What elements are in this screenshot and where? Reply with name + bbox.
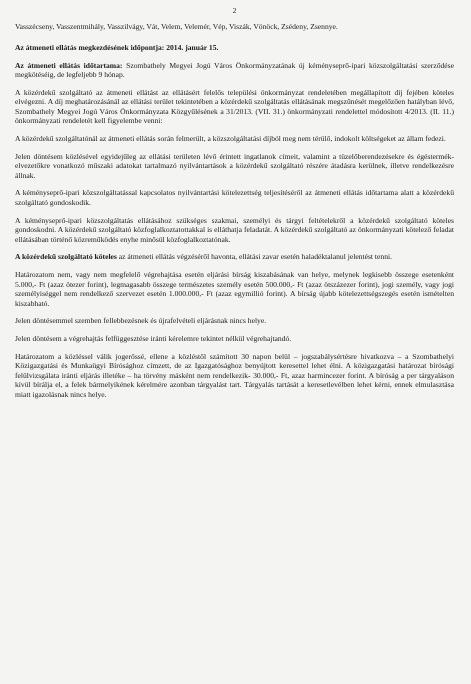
page-number: 2 (232, 6, 237, 15)
reporting-heading: A közérdekű szolgáltató köteles (15, 252, 117, 262)
duration-heading: Az átmeneti ellátás időtartama: (15, 60, 123, 70)
paragraph-conditions (15, 216, 454, 245)
conditions-text: A kéményseprő-ipari közszolgáltatás ellátásához szükséges szakmai, személyi és tárgyi feltételekről a közérdekű szolgáltató köteles gondoskodni. A közérdekű szolgáltató közfoglalkoztatottakkal is elláthatja feladatát. A közérdekű szolgáltató az önkormányzati kötelező feladat ellátásában történő közreműködés enyhe minősül közfoglalkoztatónak. (15, 215, 454, 244)
paragraph-settlements (15, 22, 454, 32)
paragraph-reporting (15, 252, 454, 262)
fine-text: Határozatom nem, vagy nem megfelelő végrehajtása esetén eljárási bírság kiszabásának van helye, melynek legkisebb összege esetenként 5.000,- Ft (azaz ötezer forint), legmagasabb összege természetes személy esetén 500.000,- Ft (azaz ötszázezer forint), jogi személy, vagy jogi személyiséggel nem rendelkező szervezet esetén 1.000.000,- Ft (azaz egymillió forint). A bírság újabb kötelezettségszegés esetén ismételten kiszabható. (15, 270, 454, 308)
enforcement-text: Jelen döntésem a végrehajtás felfüggesztése iránti kérelemre tekintet nélkül végrehajtandó. (15, 333, 292, 343)
records-handover-text: Jelen döntésem közlésével egyidejűleg az ellátási területen lévő érintett ingatlanok címeit, valamint a tüzelőberendezésekre és égéstermék-elvezetőkre vonatkozó műszaki adatokat tartalmazó nyilvántartások a közérdekű szolgáltató részére átadásra kerülnek, illetve rendelkezésre állnak. (15, 151, 454, 180)
no-appeal-text: Jelen döntésemmel szemben fellebbezésnek és újrafelvételi eljárásnak nincs helye. (15, 316, 267, 326)
paragraph-costs (15, 134, 454, 144)
paragraph-enforcement (15, 334, 454, 344)
paragraph-duration (15, 61, 454, 80)
legal-remedy-text: Határozatom a közléssel válik jogerőssé, ellene a közléstől számított 30 napon belül – jogszabálysértésre hivatkozva – a Szombathelyi Közigazgatási és Munkaügyi Bírósághoz címzett, de az Igazgatósághoz benyújtott keresettel lehet élni. A közigazgatási határozat bírósági felülvizsgálata iránti eljárás illetéke – ha törvény másként nem rendelkezik- 30.000,- Ft, azaz harmincezer forint. A bíróság a per tárgyaláson kívül bírálja el, a felek bármelyikének kérelmére azonban tárgyalást tart. Tárgyalás tartását a keresetlevélben lehet kérni, ennek elmulasztása miatt igazolásnak nincs helye. (15, 351, 454, 399)
fee-text: A közérdekű szolgáltató az átmeneti ellátást az ellátásért felelős települési önkormányzat rendeletében megállapított díj fejében köteles elvégezni. A díj meghatározásánál az ellátási terület tekintetében a közérdekű szolgáltatás ellátásának megszűnését megelőzően hatályban lévő, Szombathely Megyei Jogú Város Önkormányzata Közgyűlésének a 31/2013. (VII. 31.) önkormányzati rendelettel módosított 4/2013. (II. 11.) önkormányzati rendeletét kell figyelembe venni: (15, 87, 454, 126)
costs-text: A közérdekű szolgáltatónál az átmeneti ellátás során felmerült, a közszolgáltatási díjból meg nem térülő, indokolt költségeket az állam fedezi. (15, 134, 446, 144)
paragraph-records-handover (15, 152, 454, 181)
start-date-text: Az átmeneti ellátás megkezdésének időpontja: 2014. január 15. (15, 43, 219, 52)
records-duty-text: A kéményseprő-ipari közszolgáltatással kapcsolatos nyilvántartási kötelezettség teljesítéséről az átmeneti ellátás időtartama alatt a közérdekű szolgáltató gondoskodik. (15, 188, 454, 207)
paragraph-records-duty (15, 188, 454, 207)
reporting-text: az átmeneti ellátás végzéséről havonta, ellátási zavar esetén haladéktalanul jelentést tenni. (116, 252, 393, 262)
paragraph-start-date (15, 43, 454, 53)
paragraph-fine (15, 270, 454, 308)
paragraph-fee (15, 88, 454, 126)
settlements-text: Vasszécseny, Vasszentmihály, Vasszilvágy, Vát, Velem, Velemér, Vép, Viszák, Vönöck, Zsédeny, Zsennye. (15, 21, 338, 31)
paragraph-legal-remedy (15, 352, 454, 400)
paragraph-no-appeal (15, 316, 454, 326)
duration-text: Szombathely Megyei Jogú Város Önkormányzatának új kéményseprő-ipari közszolgáltatási szerződése megkötéséig, de legfeljebb 9 hónap. (15, 60, 454, 80)
